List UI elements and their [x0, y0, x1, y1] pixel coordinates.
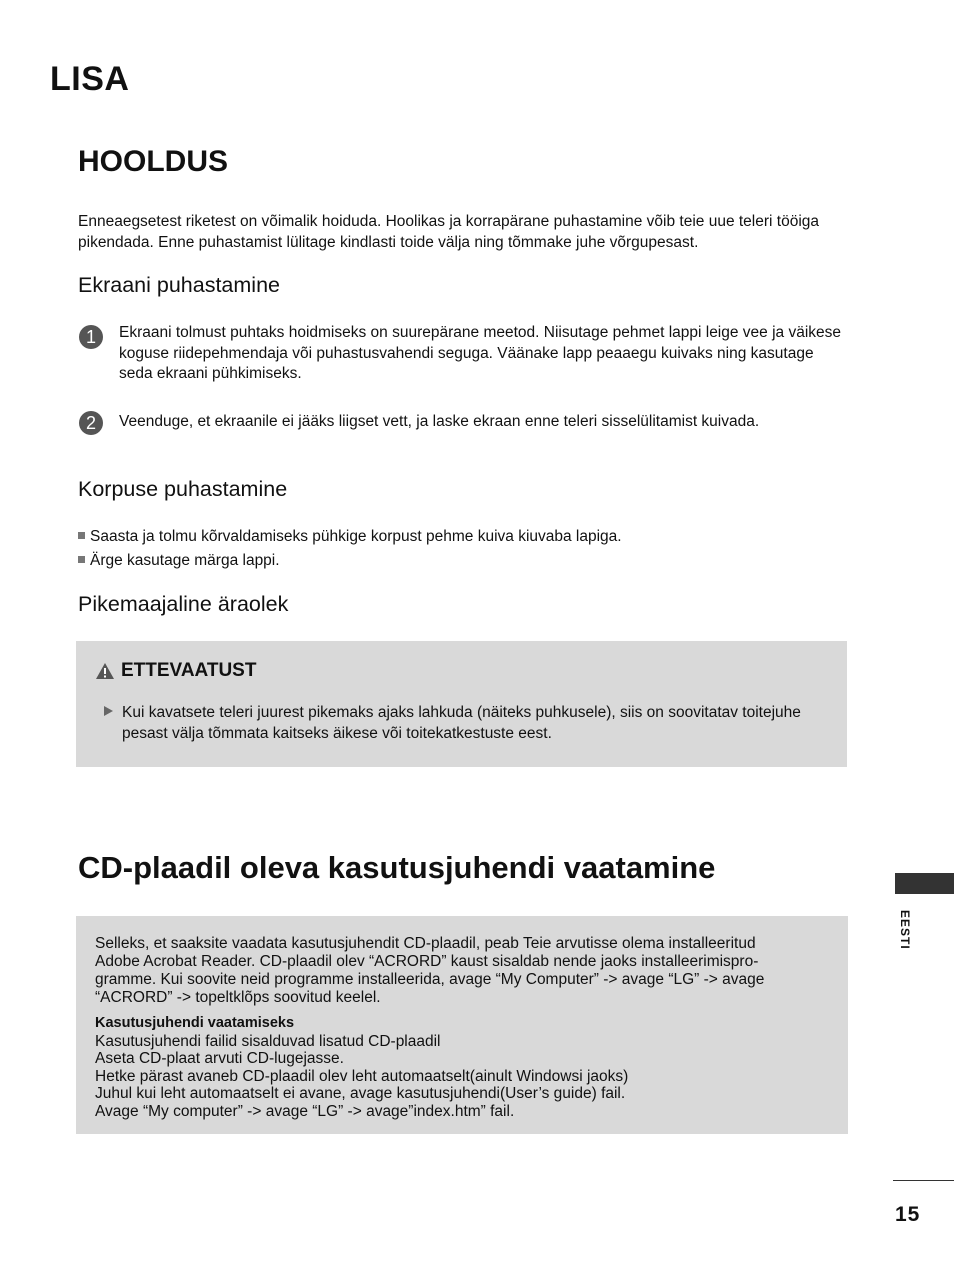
cd-howto — [95, 1015, 835, 1120]
caution-heading — [95, 660, 256, 682]
page-divider — [893, 1180, 954, 1181]
page-title: HOOLDUS — [78, 145, 228, 178]
triangle-right-icon — [104, 706, 113, 716]
cd-manual-heading: CD-plaadil oleva kasutusjuhendi vaatamine — [78, 850, 716, 885]
cd-howto-line: Aseta CD-plaat arvuti CD-lugejasse. — [95, 1050, 344, 1067]
bullet-text: Saasta ja tolmu kõrvaldamiseks pühkige korpust pehme kuiva kiuvaba lapiga. — [90, 528, 622, 545]
cd-paragraph — [95, 935, 835, 1007]
absence-heading: Pikemaajaline äraolek — [78, 592, 289, 616]
bullet-text: Ärge kasutage märga lappi. — [90, 552, 280, 569]
bullet-square-icon — [78, 532, 85, 539]
cd-howto-line: Avage “My computer” -> avage “LG” -> avage”index.htm” fail. — [95, 1102, 515, 1120]
warning-icon — [95, 662, 115, 680]
section-title: LISA — [50, 60, 130, 98]
cabinet-cleaning-heading: Korpuse puhastamine — [78, 477, 288, 501]
step-number-1: 1 — [79, 325, 103, 349]
caution-item — [104, 702, 824, 744]
bullet-square-icon — [78, 556, 85, 563]
cd-howto-title: Kasutusjuhendi vaatamiseks — [95, 1015, 295, 1031]
screen-cleaning-heading: Ekraani puhastamine — [78, 273, 280, 297]
cd-paragraph-line: Selleks, et saaksite vaadata kasutusjuhendit CD-plaadil, peab Teie arvutisse olema installeeritud — [95, 935, 756, 952]
bullet-item — [78, 551, 280, 571]
cd-howto-line: Juhul kui leht automaatselt ei avane, avage kasutusjuhendi(User’s guide) fail. — [95, 1085, 626, 1102]
intro-paragraph: Enneaegsetest riketest on võimalik hoiduda. Hoolikas ja korrapärane puhastamine võib teie uue teleri tööiga pikendada. Enne puhastamist lülitage kindlasti toide välja ning tõmmake juhe võrgupesast. — [78, 213, 820, 251]
language-tab-label: EESTI — [898, 910, 912, 950]
bullet-item — [78, 527, 622, 547]
cd-paragraph-line: “ACRORD” -> topeltklõps soovitud keelel. — [95, 989, 381, 1006]
caution-title: ETTEVAATUST — [121, 660, 257, 681]
cd-howto-line: Hetke pärast avaneb CD-plaadil olev leht automaatselt(ainult Windowsi jaoks) — [95, 1067, 629, 1085]
cd-paragraph-line: Adobe Acrobat Reader. CD-plaadil olev “ACRORD” kaust sisaldab nende jaoks installeerimispro- — [95, 953, 759, 970]
step-text-1: Ekraani tolmust puhtaks hoidmiseks on suurepärane meetod. Niisutage pehmet lappi leige vee ja väikese koguse riidepehmendaja või puhastusvahendi seguga. Väänake lapp peaaegu kuivaks ning kasutage seda ekraani pühkimiseks. — [119, 324, 842, 382]
step-text-2: Veenduge, et ekraanile ei jääks liigset vett, ja laske ekraan enne teleri sisselülitamist kuivada. — [119, 413, 760, 430]
page-number: 15 — [895, 1203, 921, 1226]
cd-paragraph-line: gramme. Kui soovite neid programme installeerida, avage “My Computer” -> avage “LG” -> avage — [95, 971, 765, 988]
caution-text: Kui kavatsete teleri juurest pikemaks ajaks lahkuda (näiteks puhkusele), siis on soovitatav toitejuhe pesast välja tõmmata kaitseks äikese või toitekatkestuste eest. — [122, 704, 801, 742]
cd-howto-line: Kasutusjuhendi failid sisalduvad lisatud CD-plaadil — [95, 1032, 441, 1050]
step-number-2: 2 — [79, 411, 103, 435]
language-tab-bar — [895, 873, 954, 894]
